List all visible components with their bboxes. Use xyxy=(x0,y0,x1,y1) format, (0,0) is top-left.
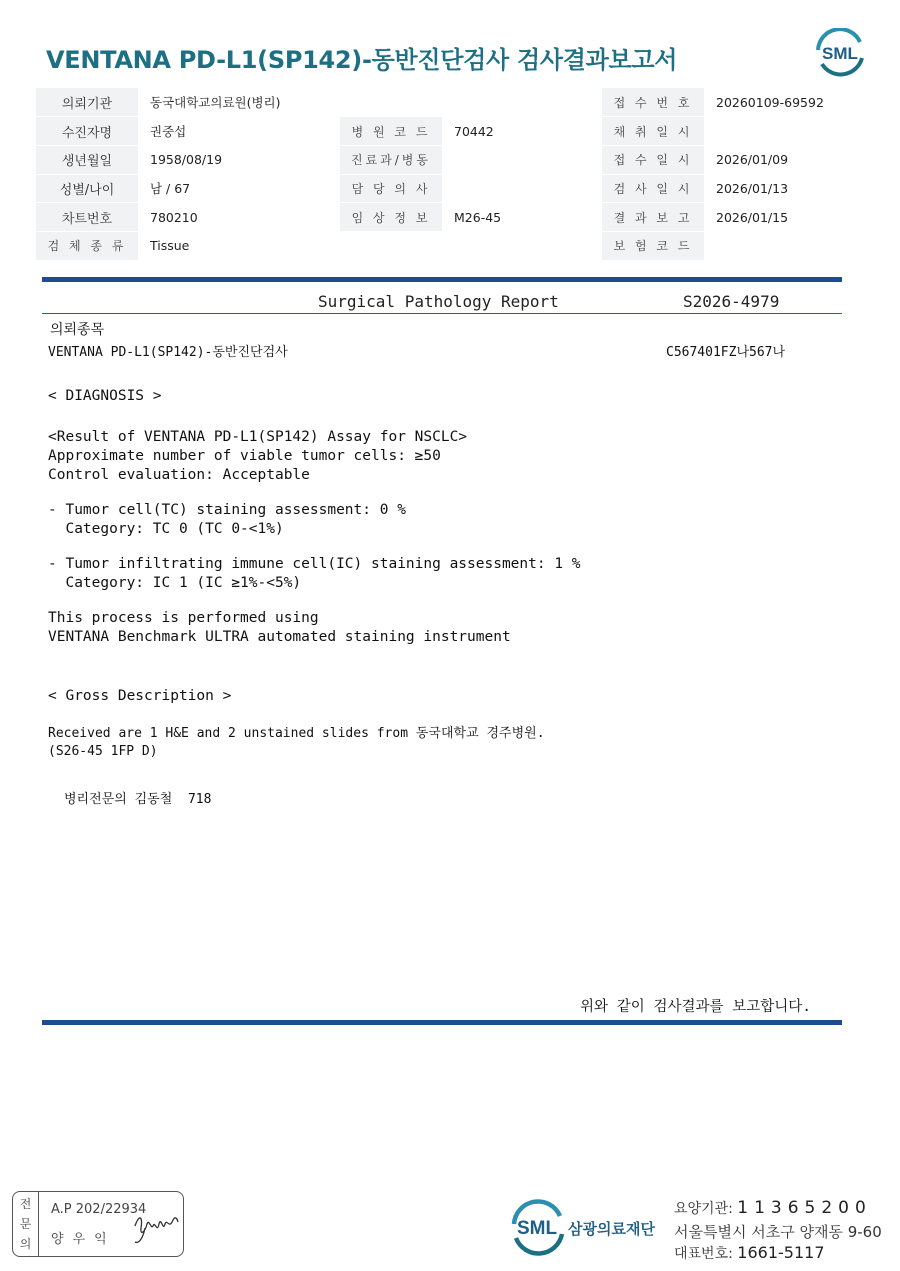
report-thin-rule xyxy=(42,313,842,314)
info-row xyxy=(36,117,864,146)
info-value xyxy=(442,231,602,260)
stamp-side-label xyxy=(13,1192,39,1256)
diagnosis-line: Category: IC 1 (IC ≥1%-<5%) xyxy=(48,575,302,591)
stamp-side-char: 의 xyxy=(19,1237,32,1251)
info-row xyxy=(36,88,864,117)
svg-text:SML: SML xyxy=(822,44,858,63)
info-label: 생년월일 xyxy=(36,145,138,174)
info-label: 검 사 일 시 xyxy=(602,174,704,203)
info-value: 1958/08/19 xyxy=(138,145,340,174)
info-value: 2026/01/09 xyxy=(704,145,864,174)
pathologist-stamp xyxy=(12,1191,184,1257)
info-value: Tissue xyxy=(138,231,340,260)
diagnosis-text xyxy=(48,428,581,647)
foundation-name: 삼광의료재단 xyxy=(568,1220,655,1238)
order-item: VENTANA PD-L1(SP142)-동반진단검사 xyxy=(48,345,288,360)
address: 서울특별시 서초구 양재동 9-60 xyxy=(674,1223,882,1241)
svg-text:SML: SML xyxy=(516,1218,558,1239)
info-label: 보 험 코 드 xyxy=(602,231,704,260)
phone-label: 대표번호: xyxy=(674,1246,733,1262)
info-value xyxy=(704,117,864,146)
info-value xyxy=(442,174,602,203)
report-number: S2026-4979 xyxy=(683,292,780,311)
info-label: 수진자명 xyxy=(36,117,138,146)
handwritten-signature xyxy=(131,1208,181,1246)
sml-logo-bottom xyxy=(508,1198,566,1256)
info-value: 70442 xyxy=(442,117,602,146)
stamp-name: 양우익 xyxy=(51,1232,116,1247)
gross-line: (S26-45 1FP D) xyxy=(48,744,158,759)
info-value: 권중섭 xyxy=(138,117,340,146)
info-label: 의뢰기관 xyxy=(36,88,138,117)
gross-line: Received are 1 H&E and 2 unstained slides from 동국대학교 경주병원. xyxy=(48,726,545,741)
diagnosis-line: Category: TC 0 (TC 0-<1%) xyxy=(48,521,284,537)
diagnosis-line xyxy=(48,539,581,555)
diagnosis-line: Control evaluation: Acceptable xyxy=(48,467,310,483)
info-row xyxy=(36,145,864,174)
diagnosis-line: This process is performed using xyxy=(48,610,319,626)
info-row xyxy=(36,203,864,232)
report-title: Surgical Pathology Report xyxy=(318,292,559,311)
info-value: 2026/01/13 xyxy=(704,174,864,203)
diagnosis-heading: < DIAGNOSIS > xyxy=(48,388,162,404)
diagnosis-line: - Tumor cell(TC) staining assessment: 0 % xyxy=(48,502,406,518)
institution-code-label: 요양기관: xyxy=(674,1201,733,1217)
diagnosis-line: VENTANA Benchmark ULTRA automated staining instrument xyxy=(48,629,511,645)
closing-statement: 위와 같이 검사결과를 보고합니다. xyxy=(580,999,812,1015)
info-value: 남 / 67 xyxy=(138,174,340,203)
gross-heading: < Gross Description > xyxy=(48,688,232,704)
info-label: 병 원 코 드 xyxy=(340,117,442,146)
info-label: 진료과/병동 xyxy=(340,145,442,174)
diagnosis-line: - Tumor infiltrating immune cell(IC) staining assessment: 1 % xyxy=(48,556,581,572)
info-label: 임 상 정 보 xyxy=(340,203,442,232)
info-value: 780210 xyxy=(138,203,340,232)
phone-number: 1661-5117 xyxy=(737,1243,825,1262)
info-value xyxy=(442,145,602,174)
diagnosis-line xyxy=(48,485,581,501)
stamp-side-char: 문 xyxy=(19,1217,32,1231)
info-label: 검 체 종 류 xyxy=(36,231,138,260)
info-label: 접 수 일 시 xyxy=(602,145,704,174)
stamp-license-number: A.P 202/22934 xyxy=(51,1202,147,1217)
info-label: 결 과 보 고 xyxy=(602,203,704,232)
info-label: 채 취 일 시 xyxy=(602,117,704,146)
info-label: 접 수 번 호 xyxy=(602,88,704,117)
report-bottom-rule xyxy=(42,1020,842,1025)
pathologist-signature: 병리전문의 김동철 718 xyxy=(64,792,212,807)
order-label: 의뢰종목 xyxy=(50,322,105,338)
phone-line xyxy=(674,1243,825,1263)
info-row xyxy=(36,174,864,203)
order-code: C567401FZ나567나 xyxy=(666,345,786,360)
institution-code: 11365200 xyxy=(737,1198,872,1218)
info-value xyxy=(704,231,864,260)
info-value: M26-45 xyxy=(442,203,602,232)
patient-info-table xyxy=(36,88,864,261)
info-value: 동국대학교의료원(병리) xyxy=(138,88,340,117)
gross-description-text xyxy=(48,725,545,761)
diagnosis-line xyxy=(48,593,581,609)
stamp-side-char: 전 xyxy=(19,1197,32,1211)
info-value xyxy=(442,88,602,117)
sml-logo-top xyxy=(812,28,868,78)
info-label xyxy=(340,88,442,117)
info-value: 20260109-69592 xyxy=(704,88,864,117)
info-label: 성별/나이 xyxy=(36,174,138,203)
diagnosis-line: <Result of VENTANA PD-L1(SP142) Assay for NSCLC> xyxy=(48,429,468,445)
page-title: VENTANA PD-L1(SP142)-동반진단검사 검사결과보고서 xyxy=(46,46,678,74)
info-label: 차트번호 xyxy=(36,203,138,232)
diagnosis-line: Approximate number of viable tumor cells: ≥50 xyxy=(48,448,441,464)
info-row xyxy=(36,231,864,260)
info-label xyxy=(340,231,442,260)
report-top-rule xyxy=(42,277,842,282)
institution-code-line xyxy=(674,1198,872,1218)
info-label: 담 당 의 사 xyxy=(340,174,442,203)
info-value: 2026/01/15 xyxy=(704,203,864,232)
